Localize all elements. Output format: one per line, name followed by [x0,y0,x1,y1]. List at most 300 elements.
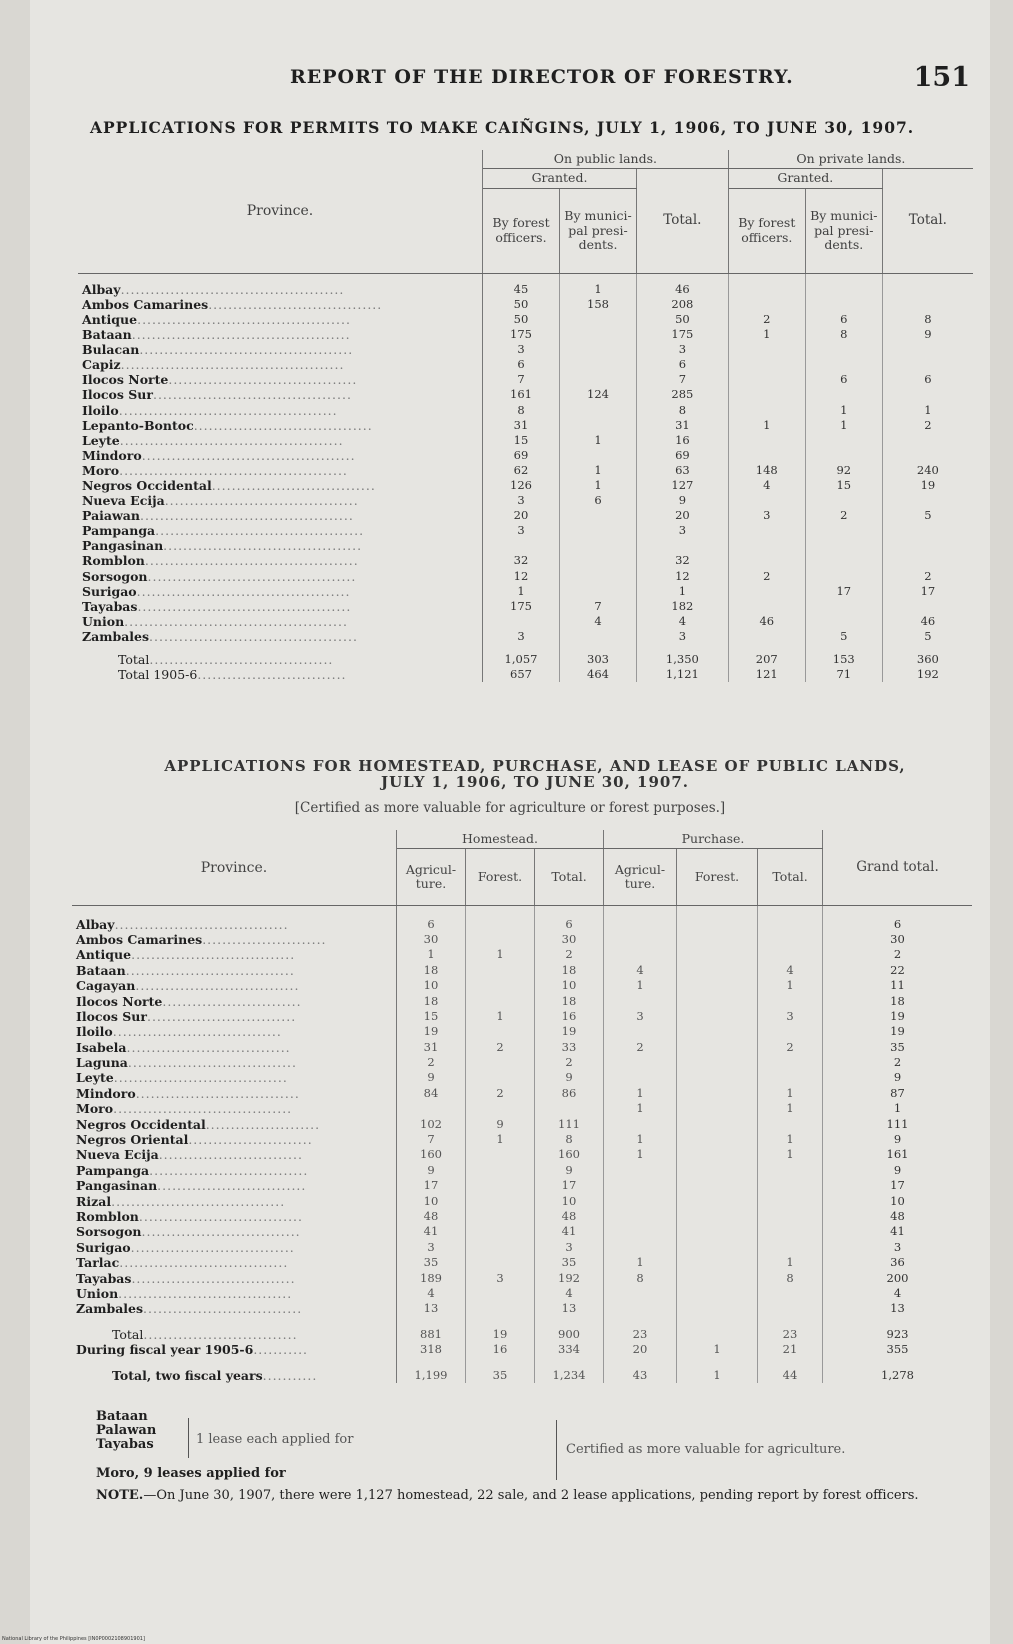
moro-lease-text: Moro, 9 leases applied for [96,1466,286,1481]
province-name: Ilocos Sur [82,387,153,403]
value-cell: 84 [397,1086,466,1101]
table-row [78,297,973,312]
leader-dots: .................................... [113,1101,293,1117]
province-cell [78,357,483,372]
value-cell: 1,350 [637,652,729,667]
value-cell: 2 [397,1055,466,1070]
value-cell [805,538,882,553]
province-cell [78,538,483,553]
province-name: Ilocos Norte [82,372,169,388]
table-row [72,1193,972,1208]
homestead-header: Homestead. [397,830,604,849]
value-cell [677,1040,758,1055]
province-cell [72,1301,397,1316]
value-cell: 881 [397,1327,466,1342]
value-cell: 6 [560,493,637,508]
value-cell [560,342,637,357]
province-name: During fiscal year 1905-6 [76,1342,254,1358]
spacer-cell [882,644,973,652]
value-cell [677,1240,758,1255]
value-cell [677,1132,758,1147]
value-cell: 1 [466,1009,535,1024]
table-row [78,357,973,372]
value-cell [805,448,882,463]
value-cell [466,1178,535,1193]
value-cell [677,947,758,962]
leader-dots: ....................................... [164,493,359,509]
lease-text: 1 lease each applied for [196,1432,354,1447]
spacer-cell [483,273,560,282]
value-cell [758,1240,823,1255]
value-cell [604,916,677,931]
value-cell: 1 [397,947,466,962]
spacer-cell [728,644,805,652]
value-cell: 303 [560,652,637,667]
value-cell: 1 [560,433,637,448]
value-cell [677,993,758,1008]
table-row [72,1009,972,1024]
value-cell [728,553,805,568]
value-cell [758,1163,823,1178]
province-header: Province. [78,150,483,273]
value-cell: 3 [637,342,729,357]
value-cell: 17 [397,1178,466,1193]
value-cell [677,1147,758,1162]
province-cell [72,963,397,978]
spacer-cell [677,906,758,917]
table-row [72,947,972,962]
table-row [72,993,972,1008]
value-cell [466,916,535,931]
value-cell [728,403,805,418]
leader-dots: ..................................... [149,652,334,668]
value-cell [560,523,637,538]
value-cell: 13 [397,1301,466,1316]
value-cell [882,523,973,538]
leader-dots: ........................................... [137,598,352,614]
value-cell: 7 [560,599,637,614]
leader-dots: ................................... [118,1285,293,1301]
library-stamp: National Library of the Philippines [IN0P0002108901901] [2,1636,145,1642]
province-name: Bataan [76,962,126,978]
province-cell [72,916,397,931]
value-cell [466,1240,535,1255]
value-cell [466,1070,535,1085]
value-cell: 1 [805,418,882,433]
leader-dots: ................................... [114,916,289,932]
spacer-cell [72,906,397,917]
value-cell [882,297,973,312]
value-cell [677,1209,758,1224]
spacer-cell [535,1357,604,1367]
table-row [78,652,973,667]
leader-dots: ................................. [138,1208,303,1224]
province-name: Pampanga [82,523,156,539]
province-cell [78,372,483,387]
value-cell: 35 [466,1367,535,1382]
leader-dots: .................................... [193,417,373,433]
value-cell: 41 [535,1224,604,1239]
value-cell: 355 [886,1342,909,1357]
province-name: Albay [82,281,121,297]
value-cell: 62 [483,463,560,478]
value-cell: 19 [397,1024,466,1039]
value-cell [604,947,677,962]
leader-dots: ......................... [202,931,327,947]
value-cell: 285 [637,387,729,402]
value-cell: 1 [758,1101,823,1116]
spacer-cell [805,273,882,282]
value-cell: 35 [397,1255,466,1270]
value-cell: 86 [535,1086,604,1101]
purchase-header: Purchase. [604,830,823,849]
spacer-cell [78,644,483,652]
value-cell [882,538,973,553]
value-cell [397,1101,466,1116]
province-cell [78,403,483,418]
province-name: Cagayan [76,978,136,994]
province-cell [78,652,483,667]
spacer-cell [728,273,805,282]
table-row [72,1040,972,1055]
value-cell [677,978,758,993]
value-cell [466,993,535,1008]
leader-dots: ............................. [158,1147,303,1163]
province-name: Total 1905-6 [118,667,198,683]
table-row [78,538,973,553]
value-cell: 334 [535,1342,604,1357]
value-cell: 46 [920,613,936,628]
province-name: Isabela [76,1039,127,1055]
spacer-cell [823,1317,973,1327]
value-cell [466,1101,535,1116]
value-cell: 18 [890,993,905,1008]
value-cell: 6 [893,916,902,931]
table-row [78,418,973,433]
value-cell: 111 [535,1116,604,1131]
value-cell: 31 [637,418,729,433]
spacer-cell [882,273,973,282]
value-cell: 21 [758,1342,823,1357]
leader-dots: .......................................... [155,523,365,539]
value-cell: 207 [728,652,805,667]
value-cell [728,433,805,448]
province-cell [72,1040,397,1055]
value-cell [604,1240,677,1255]
province-name: Laguna [76,1055,128,1071]
value-cell [604,1055,677,1070]
province-name: Sorsogon [76,1224,142,1240]
province-name: Total [112,1326,144,1342]
province-name: Nueva Ecija [76,1147,159,1163]
value-cell: 9 [893,1070,902,1085]
value-cell: 71 [805,667,882,682]
value-cell: 5 [924,508,932,523]
table-row [78,403,973,418]
value-cell [466,932,535,947]
value-cell: 1,278 [881,1367,914,1382]
value-cell: 126 [483,478,560,493]
purchase-agriculture-header: Agricul-ture. [604,849,677,906]
value-cell: 2 [604,1040,677,1055]
value-cell [728,282,805,297]
value-cell: 9 [637,493,729,508]
province-cell [72,1342,397,1357]
value-cell: 240 [916,462,939,477]
public-granted-header: Granted. [483,169,637,188]
value-cell [604,1163,677,1178]
private-by-forest-header: By forest officers. [728,188,805,273]
province-cell [78,282,483,297]
leader-dots: ................................. [126,1039,291,1055]
leader-dots: ........... [262,1367,318,1383]
leader-dots: .............................................. [119,462,348,478]
leader-dots: ............................... [143,1326,298,1342]
value-cell: 35 [535,1255,604,1270]
province-name: Antique [76,947,132,963]
value-cell [677,1327,758,1342]
leader-dots: ................................... [113,1070,288,1086]
province-cell [72,978,397,993]
value-cell: 30 [535,932,604,947]
value-cell: 13 [890,1301,905,1316]
value-cell [604,1116,677,1131]
table-row [78,667,973,682]
spacer-cell [466,906,535,917]
value-cell [758,1224,823,1239]
value-cell: 35 [890,1039,905,1054]
value-cell: 13 [535,1301,604,1316]
value-cell: 3 [483,493,560,508]
leader-dots: .............................. [146,1008,297,1024]
purchase-total-header: Total. [758,849,823,906]
value-cell: 4 [397,1286,466,1301]
value-cell [677,1224,758,1239]
value-cell [535,1101,604,1116]
leader-dots: ................................... [208,296,383,312]
public-by-forest-header: By forest officers. [483,188,560,273]
province-cell [78,463,483,478]
province-cell [78,327,483,342]
value-cell [805,357,882,372]
leader-dots: ............................................. [120,281,345,297]
value-cell: 464 [560,667,637,682]
value-cell: 8 [604,1270,677,1285]
value-cell: 50 [483,312,560,327]
value-cell [560,553,637,568]
leader-dots: ........................................... [139,508,354,524]
province-name: Surigao [76,1239,131,1255]
table-row [78,312,973,327]
value-cell: 1 [466,947,535,962]
value-cell [805,387,882,402]
province-cell [72,1270,397,1285]
value-cell [758,1055,823,1070]
value-cell: 160 [397,1147,466,1162]
brace [188,1418,195,1458]
leader-dots: ................................. [135,1085,300,1101]
leader-dots: ............................................ [131,327,351,343]
value-cell: 6 [535,916,604,931]
value-cell: 161 [886,1147,909,1162]
value-cell: 8 [924,311,932,326]
table-row [78,523,973,538]
value-cell: 192 [916,667,939,682]
value-cell: 9 [893,1132,902,1147]
value-cell: 4 [758,963,823,978]
table-row [72,1163,972,1178]
province-cell [78,342,483,357]
value-cell: 50 [483,297,560,312]
value-cell [758,1193,823,1208]
value-cell: 18 [535,963,604,978]
table-row [72,1286,972,1301]
table-row [72,916,972,931]
value-cell [882,493,973,508]
province-cell [78,312,483,327]
value-cell [560,508,637,523]
value-cell: 41 [890,1224,905,1239]
value-cell: 657 [483,667,560,682]
value-cell: 48 [535,1209,604,1224]
value-cell [677,963,758,978]
value-cell: 2 [893,1055,902,1070]
province-name: Ilocos Norte [76,993,163,1009]
value-cell [604,1209,677,1224]
value-cell [560,584,637,599]
value-cell: 111 [886,1116,909,1131]
province-cell [78,508,483,523]
value-cell: 2 [466,1086,535,1101]
value-cell [758,1286,823,1301]
leader-dots: ........................................... [139,342,354,358]
value-cell [805,523,882,538]
value-cell [805,599,882,614]
province-name: Tayabas [76,1270,132,1286]
value-cell [728,357,805,372]
value-cell: 6 [483,357,560,372]
leader-dots: ........................................... [136,583,351,599]
table2-title [95,758,975,790]
leader-dots: .......................................... [149,628,358,644]
value-cell [758,1209,823,1224]
leader-dots: ................................ [143,1301,303,1317]
leader-dots: .................................. [112,1024,282,1040]
value-cell: 1 [728,418,805,433]
table-row [78,629,973,644]
report-title: REPORT OF THE DIRECTOR OF FORESTRY. [290,66,794,88]
value-cell: 1 [483,584,560,599]
leader-dots: .................................. [125,962,295,978]
table-row [72,1086,972,1101]
value-cell: 18 [397,963,466,978]
value-cell: 175 [483,599,560,614]
province-cell [78,478,483,493]
value-cell: 9 [535,1163,604,1178]
value-cell [677,1116,758,1131]
value-cell: 17 [535,1178,604,1193]
value-cell: 20 [604,1342,677,1357]
value-cell: 3 [483,523,560,538]
value-cell: 1 [728,327,805,342]
table-row [72,1070,972,1085]
value-cell: 6 [805,372,882,387]
table-row [78,599,973,614]
table-row [72,978,972,993]
province-cell [72,1240,397,1255]
value-cell [758,916,823,931]
value-cell: 46 [637,282,729,297]
leader-dots: ............................ [162,993,302,1009]
lease-province: Palawan [96,1423,157,1438]
value-cell: 10 [535,1193,604,1208]
leader-dots: ........................................ [152,387,352,403]
province-name: Lepanto-Bontoc [82,417,194,433]
province-name: Albay [76,916,115,932]
homestead-table [72,830,972,1383]
value-cell: 182 [637,599,729,614]
table2-title-line1: APPLICATIONS FOR HOMESTEAD, PURCHASE, AND LEASE OF PUBLIC LANDS, [164,757,906,775]
value-cell: 8 [483,403,560,418]
value-cell: 192 [535,1270,604,1285]
province-cell [72,1178,397,1193]
province-name: Bulacan [82,342,140,358]
province-cell [72,1055,397,1070]
value-cell: 12 [637,569,729,584]
province-cell [72,1367,397,1382]
value-cell: 22 [890,962,905,977]
document-page [30,0,990,1644]
value-cell: 19 [466,1327,535,1342]
value-cell: 175 [483,327,560,342]
value-cell: 63 [637,463,729,478]
value-cell: 1 [758,1147,823,1162]
value-cell: 1 [893,1101,902,1116]
value-cell: 4 [728,478,805,493]
spacer-cell [397,1357,466,1367]
value-cell: 4 [893,1285,902,1300]
value-cell: 2 [893,947,902,962]
value-cell: 189 [397,1270,466,1285]
value-cell [604,1301,677,1316]
leader-dots: ............................................. [119,432,344,448]
private-total-header: Total. [882,169,973,273]
value-cell: 10 [535,978,604,993]
value-cell [758,1024,823,1039]
spacer-cell [823,906,973,917]
value-cell [882,357,973,372]
province-cell [72,947,397,962]
value-cell: 19 [890,1024,905,1039]
value-cell: 43 [604,1367,677,1382]
province-cell [72,1101,397,1116]
value-cell: 1 [758,1255,823,1270]
page-number: 151 [913,62,970,93]
province-cell [78,569,483,584]
value-cell: 10 [397,978,466,993]
leader-dots: .............................. [197,667,347,683]
province-cell [78,584,483,599]
value-cell [466,963,535,978]
spacer-cell [677,1317,758,1327]
value-cell [560,403,637,418]
leader-dots: ........................................... [144,553,359,569]
province-cell [72,1132,397,1147]
value-cell: 1 [604,1132,677,1147]
note-paragraph [96,1488,926,1503]
value-cell [805,614,882,629]
province-cell [78,493,483,508]
